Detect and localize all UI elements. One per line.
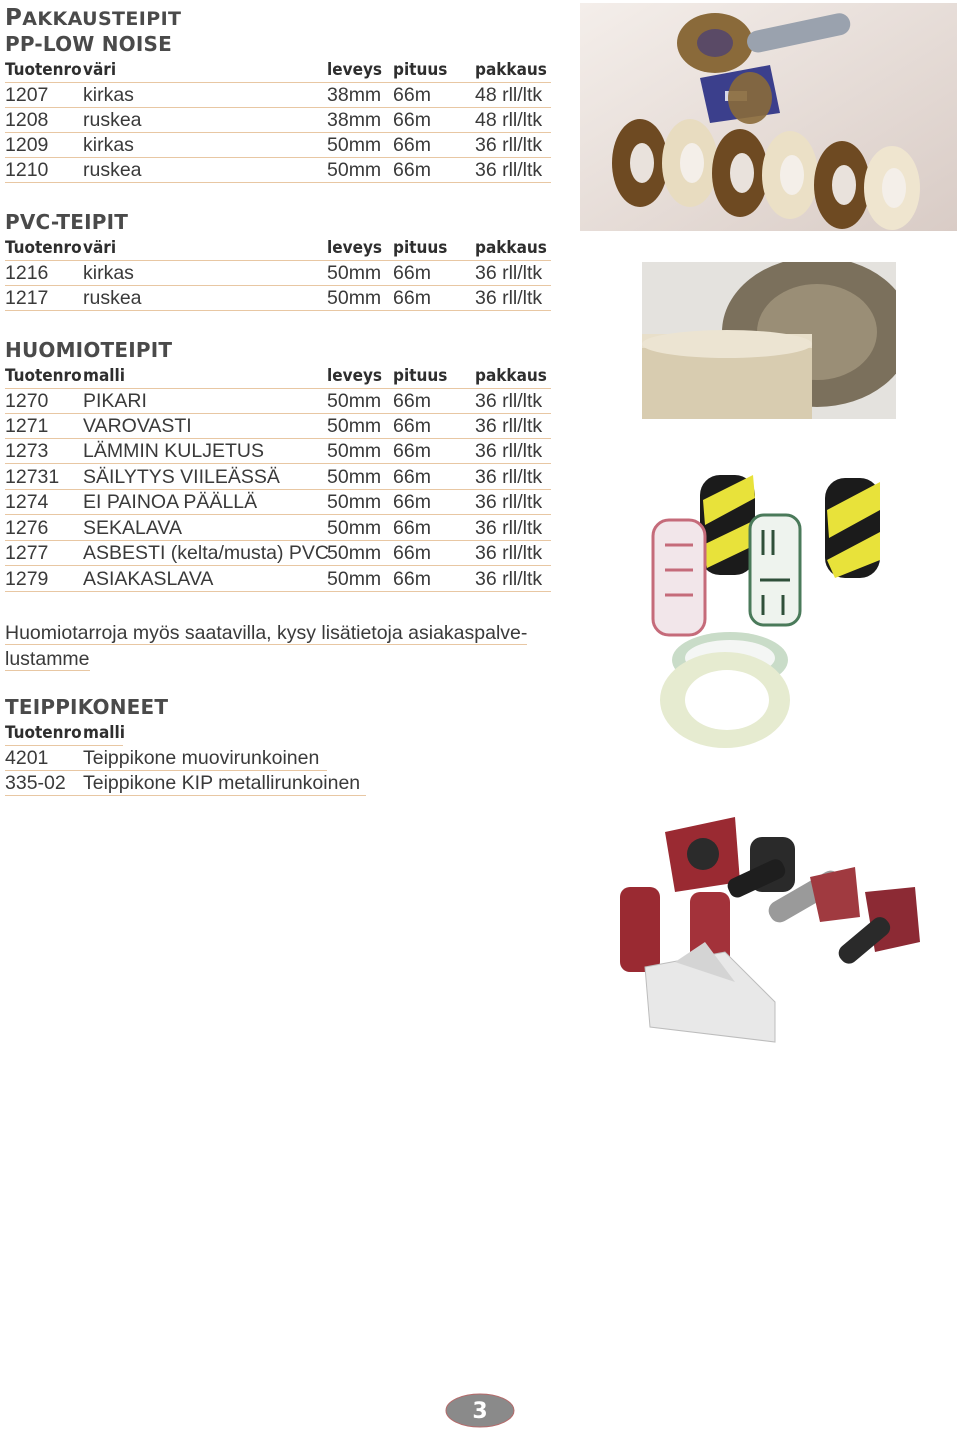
product-width: 50mm xyxy=(327,466,382,488)
product-length: 66m xyxy=(393,491,431,513)
product-number: 1209 xyxy=(5,134,49,156)
col-header-package: pakkaus xyxy=(475,238,547,258)
col-header-width: leveys xyxy=(327,60,383,80)
packing-tape-photo xyxy=(580,3,957,231)
product-number: 1270 xyxy=(5,390,49,412)
product-width: 50mm xyxy=(327,415,382,437)
product-color: ruskea xyxy=(83,159,142,181)
table-row xyxy=(5,746,327,771)
product-length: 66m xyxy=(393,440,431,462)
product-package: 36 rll/ltk xyxy=(475,517,543,539)
product-model: SÄILYTYS VIILEÄSSÄ xyxy=(83,466,280,488)
col-header-color: väri xyxy=(83,238,117,258)
product-length: 66m xyxy=(393,415,431,437)
section-title-pvc-teipit: PVC-TEIPIT xyxy=(5,210,129,234)
product-model: Teippikone muovirunkoinen xyxy=(83,747,320,769)
availability-note-text: Huomiotarroja myös saatavilla, kysy lisätietoja asiakaspalve- lustamme xyxy=(5,622,528,670)
product-package: 36 rll/ltk xyxy=(475,466,543,488)
page-title-initial: P xyxy=(5,5,23,31)
product-package: 36 rll/ltk xyxy=(475,159,543,181)
product-length: 66m xyxy=(393,542,431,564)
product-length: 66m xyxy=(393,390,431,412)
product-color: ruskea xyxy=(83,287,142,309)
product-color: kirkas xyxy=(83,262,134,284)
product-length: 66m xyxy=(393,568,431,590)
product-width: 50mm xyxy=(327,262,382,284)
product-package: 48 rll/ltk xyxy=(475,84,543,106)
col-header-product-number: Tuotenro xyxy=(5,60,82,80)
col-header-package: pakkaus xyxy=(475,366,547,386)
product-model: SEKALAVA xyxy=(83,517,182,539)
table-row xyxy=(5,108,551,133)
product-package: 36 rll/ltk xyxy=(475,568,543,590)
product-package: 36 rll/ltk xyxy=(475,415,543,437)
section-title-teippikoneet: TEIPPIKONEET xyxy=(5,695,169,719)
product-number: 1271 xyxy=(5,415,49,437)
table-header xyxy=(5,236,551,261)
product-number: 1210 xyxy=(5,159,49,181)
table-row xyxy=(5,261,551,286)
product-width: 50mm xyxy=(327,287,382,309)
col-header-product-number: Tuotenro xyxy=(5,723,82,743)
product-number: 1273 xyxy=(5,440,49,462)
product-model: ASIAKASLAVA xyxy=(83,568,214,590)
product-width: 50mm xyxy=(327,390,382,412)
product-package: 48 rll/ltk xyxy=(475,109,543,131)
product-model: LÄMMIN KULJETUS xyxy=(83,440,264,462)
product-length: 66m xyxy=(393,287,431,309)
page-number: 3 xyxy=(472,1399,488,1424)
product-package: 36 rll/ltk xyxy=(475,134,543,156)
table-row xyxy=(5,286,551,311)
col-header-length: pituus xyxy=(393,366,448,386)
product-number: 1274 xyxy=(5,491,49,513)
table-row xyxy=(5,516,551,541)
product-length: 66m xyxy=(393,84,431,106)
table-row xyxy=(5,389,551,414)
product-width: 50mm xyxy=(327,440,382,462)
page-title-rest: AKKAUSTEIPIT xyxy=(22,8,182,30)
product-package: 36 rll/ltk xyxy=(475,491,543,513)
product-color: ruskea xyxy=(83,109,142,131)
product-number: 1216 xyxy=(5,262,49,284)
tape-dispensers-photo xyxy=(615,812,927,1052)
table-header xyxy=(5,58,551,83)
product-package: 36 rll/ltk xyxy=(475,390,543,412)
col-header-product-number: Tuotenro xyxy=(5,238,82,258)
product-width: 50mm xyxy=(327,568,382,590)
table-header xyxy=(5,721,123,746)
product-number: 335-02 xyxy=(5,772,66,794)
product-length: 66m xyxy=(393,517,431,539)
product-package: 36 rll/ltk xyxy=(475,287,543,309)
product-color: kirkas xyxy=(83,134,134,156)
product-length: 66m xyxy=(393,159,431,181)
pvc-tape-photo xyxy=(642,262,896,419)
product-package: 36 rll/ltk xyxy=(475,440,543,462)
col-header-model: malli xyxy=(83,723,125,743)
col-header-model: malli xyxy=(83,366,125,386)
product-package: 36 rll/ltk xyxy=(475,262,543,284)
product-number: 1208 xyxy=(5,109,49,131)
product-length: 66m xyxy=(393,262,431,284)
product-model: ASBESTI (kelta/musta) PVC xyxy=(83,542,329,564)
product-model: PIKARI xyxy=(83,390,147,412)
product-width: 50mm xyxy=(327,517,382,539)
product-number: 1279 xyxy=(5,568,49,590)
table-row xyxy=(5,771,366,796)
availability-note xyxy=(5,620,545,672)
product-width: 50mm xyxy=(327,134,382,156)
product-model: EI PAINOA PÄÄLLÄ xyxy=(83,491,258,513)
product-width: 50mm xyxy=(327,542,382,564)
table-row xyxy=(5,567,551,592)
table-row xyxy=(5,439,551,464)
table-row xyxy=(5,414,551,439)
product-number: 1277 xyxy=(5,542,49,564)
product-length: 66m xyxy=(393,109,431,131)
warning-tape-photo xyxy=(645,470,885,755)
product-number: 12731 xyxy=(5,466,60,488)
col-header-product-number: Tuotenro xyxy=(5,366,82,386)
table-row xyxy=(5,465,551,490)
table-row xyxy=(5,83,551,108)
product-number: 1217 xyxy=(5,287,49,309)
product-number: 1207 xyxy=(5,84,49,106)
product-width: 50mm xyxy=(327,491,382,513)
table-header xyxy=(5,364,551,389)
col-header-color: väri xyxy=(83,60,117,80)
table-row xyxy=(5,541,551,566)
product-width: 38mm xyxy=(327,84,382,106)
product-color: kirkas xyxy=(83,84,134,106)
table-row xyxy=(5,158,551,183)
product-length: 66m xyxy=(393,134,431,156)
table-row xyxy=(5,133,551,158)
product-model: VAROVASTI xyxy=(83,415,192,437)
product-length: 66m xyxy=(393,466,431,488)
col-header-width: leveys xyxy=(327,366,383,386)
col-header-length: pituus xyxy=(393,238,448,258)
product-model: Teippikone KIP metallirunkoinen xyxy=(83,772,361,794)
product-package: 36 rll/ltk xyxy=(475,542,543,564)
col-header-package: pakkaus xyxy=(475,60,547,80)
product-width: 38mm xyxy=(327,109,382,131)
product-number: 1276 xyxy=(5,517,49,539)
product-number: 4201 xyxy=(5,747,49,769)
col-header-length: pituus xyxy=(393,60,448,80)
page-number-badge xyxy=(445,1393,515,1428)
section-title-huomioteipit: HUOMIOTEIPIT xyxy=(5,338,173,362)
section-title-pp-low-noise: PP-LOW NOISE xyxy=(5,32,172,56)
product-width: 50mm xyxy=(327,159,382,181)
table-row xyxy=(5,490,551,515)
col-header-width: leveys xyxy=(327,238,383,258)
page-title xyxy=(5,5,181,31)
